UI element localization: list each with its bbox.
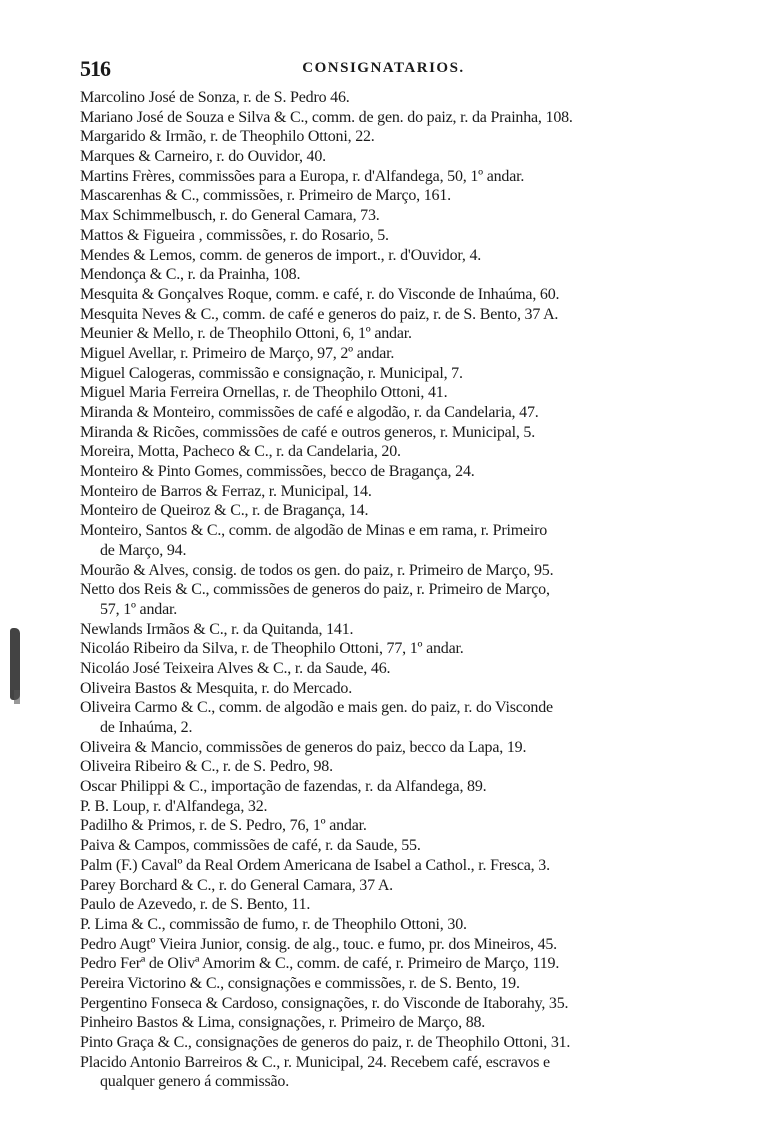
entry-line: Miranda & Monteiro, commissões de café e algodão, r. da Candelaria, 47. <box>80 404 539 421</box>
directory-entry <box>80 186 708 206</box>
directory-entry <box>80 383 708 403</box>
entry-line: Pedro Ferª de Olivª Amorim & C., comm. de café, r. Primeiro de Março, 119. <box>80 955 560 973</box>
directory-entry <box>80 836 708 856</box>
directory-entry <box>80 324 708 344</box>
entry-line: Max Schimmelbusch, r. do General Camara, 73. <box>80 207 380 225</box>
scan-artifact <box>14 690 20 704</box>
entry-line: Miranda & Ricões, commissões de café e outros generos, r. Municipal, 5. <box>80 423 536 441</box>
directory-entry <box>80 757 708 777</box>
entry-line: Martins Frères, commissões para a Europa, r. d'Alfandega, 50, 1º andar. <box>80 167 525 185</box>
directory-entry <box>80 856 708 876</box>
entry-line: Pereira Victorino & C., consignações e commissões, r. de S. Bento, 19. <box>80 974 520 992</box>
entry-continuation-line: qualquer genero á commissão. <box>100 1073 290 1091</box>
directory-entry <box>80 580 708 619</box>
entry-line: Monteiro, Santos & C., comm. de algodão de Minas e em rama, r. Primeiro <box>80 522 548 540</box>
directory-entry <box>80 895 708 915</box>
entry-line: Nicoláo Ribeiro da Silva, r. de Theophilo Ottoni, 77, 1º andar. <box>80 640 464 658</box>
entry-continuation-line: 57, 1º andar. <box>100 600 178 618</box>
directory-entry <box>80 797 708 817</box>
entry-line: Paiva & Campos, commissões de café, r. da Saude, 55. <box>80 837 421 855</box>
entry-line: Monteiro & Pinto Gomes, commissões, becco de Bragança, 24. <box>80 463 475 481</box>
directory-entry <box>80 403 708 423</box>
entry-line: Parey Borchard & C., r. do General Camara, 37 A. <box>80 876 393 894</box>
entry-line: Meunier & Mello, r. de Theophilo Ottoni, 6, 1º andar. <box>80 325 412 343</box>
directory-entry <box>80 738 708 758</box>
directory-entry <box>80 679 708 699</box>
directory-entry <box>80 561 708 581</box>
entry-line: Palm (F.) Cavalº da Real Ordem Americana de Isabel a Cathol., r. Fresca, 3. <box>80 856 550 874</box>
directory-entry <box>80 305 708 325</box>
entry-line: Oliveira & Mancio, commissões de generos do paiz, becco da Lapa, 19. <box>80 738 527 756</box>
entry-line: Pedro Augtº Vieira Junior, consig. de alg., touc. e fumo, pr. dos Mineiros, 45. <box>80 935 557 953</box>
entry-line: P. B. Loup, r. d'Alfandega, 32. <box>80 797 268 815</box>
directory-entry <box>80 639 708 659</box>
entry-line: Placido Antonio Barreiros & C., r. Municipal, 24. Recebem café, escravos e <box>80 1053 550 1071</box>
directory-entry <box>80 1053 708 1092</box>
entry-line: Miguel Calogeras, commissão e consignação, r. Municipal, 7. <box>80 364 463 382</box>
directory-entry <box>80 1033 708 1053</box>
entry-line: Mesquita Neves & C., comm. de café e generos do paiz, r. de S. Bento, 37 A. <box>80 305 559 323</box>
entry-line: Oliveira Carmo & C., comm. de algodão e mais gen. do paiz, r. do Visconde <box>80 699 553 717</box>
directory-entry <box>80 127 708 147</box>
directory-entry <box>80 974 708 994</box>
entry-line: Paulo de Azevedo, r. de S. Bento, 11. <box>80 896 311 914</box>
entry-line: Mariano José de Souza e Silva & C., comm. de gen. do paiz, r. da Prainha, 108. <box>80 108 573 126</box>
directory-entry <box>80 482 708 502</box>
directory-entry <box>80 88 708 108</box>
entry-line: P. Lima & C., commissão de fumo, r. de Theophilo Ottoni, 30. <box>80 915 467 933</box>
entry-line: Pergentino Fonseca & Cardoso, consignações, r. do Visconde de Itaborahy, 35. <box>80 994 569 1012</box>
entry-continuation-line: de Março, 94. <box>100 541 187 559</box>
entry-line: Padilho & Primos, r. de S. Pedro, 76, 1º andar. <box>80 817 367 835</box>
directory-entry <box>80 246 708 266</box>
directory-entry <box>80 206 708 226</box>
directory-entry <box>80 659 708 679</box>
page-number: 516 <box>80 56 110 81</box>
directory-entry <box>80 994 708 1014</box>
directory-entry <box>80 108 708 128</box>
directory-entry <box>80 364 708 384</box>
directory-entry <box>80 777 708 797</box>
directory-entry <box>80 226 708 246</box>
entry-line: Oscar Philippi & C., importação de fazendas, r. da Alfandega, 89. <box>80 778 487 796</box>
entry-line: Marques & Carneiro, r. do Ouvidor, 40. <box>80 148 326 166</box>
entry-line: Miguel Avellar, r. Primeiro de Março, 97, 2º andar. <box>80 344 395 362</box>
entry-line: Pinto Graça & C., consignações de generos do paiz, r. de Theophilo Ottoni, 31. <box>80 1034 571 1051</box>
entry-line: Nicoláo José Teixeira Alves & C., r. da Saude, 46. <box>80 659 391 677</box>
page-title: CONSIGNATARIOS. <box>302 60 465 76</box>
entry-line: Moreira, Motta, Pacheco & C., r. da Candelaria, 20. <box>80 443 401 461</box>
entry-line: Mendonça & C., r. da Prainha, 108. <box>80 266 301 284</box>
directory-entry <box>80 344 708 364</box>
directory-entry <box>80 442 708 462</box>
directory-entry <box>80 620 708 640</box>
entry-line: Mendes & Lemos, comm. de generos de import., r. d'Ouvidor, 4. <box>80 246 482 264</box>
directory-entry <box>80 265 708 285</box>
entry-line: Mesquita & Gonçalves Roque, comm. e café, r. do Visconde de Inhaúma, 60. <box>80 285 560 303</box>
entry-line: Mattos & Figueira , commissões, r. do Rosario, 5. <box>80 226 389 244</box>
directory-entry <box>80 935 708 955</box>
directory-entry <box>80 1013 708 1033</box>
entry-line: Mascarenhas & C., commissões, r. Primeiro de Março, 161. <box>80 187 451 205</box>
directory-entry <box>80 167 708 187</box>
entry-line: Netto dos Reis & C., commissões de generos do paiz, r. Primeiro de Março, <box>80 581 550 599</box>
directory-entry <box>80 876 708 896</box>
directory-entry <box>80 285 708 305</box>
entry-line: Monteiro de Barros & Ferraz, r. Municipal, 14. <box>80 482 372 500</box>
entry-line: Monteiro de Queiroz & C., r. de Bragança, 14. <box>80 502 369 520</box>
directory-entry <box>80 147 708 167</box>
entry-continuation-line: de Inhaúma, 2. <box>100 719 193 736</box>
entry-line: Pinheiro Bastos & Lima, consignações, r. Primeiro de Março, 88. <box>80 1014 486 1032</box>
entry-line: Mourão & Alves, consig. de todos os gen. do paiz, r. Primeiro de Março, 95. <box>80 561 554 579</box>
entry-line: Miguel Maria Ferreira Ornellas, r. de Theophilo Ottoni, 41. <box>80 384 448 402</box>
directory-entry <box>80 521 708 560</box>
entry-line: Oliveira Ribeiro & C., r. de S. Pedro, 98. <box>80 758 333 776</box>
directory-entry <box>80 501 708 521</box>
directory-entry <box>80 915 708 935</box>
directory-entry <box>80 954 708 974</box>
directory-entry <box>80 816 708 836</box>
entry-line: Oliveira Bastos & Mesquita, r. do Mercado. <box>80 679 352 697</box>
directory-entry <box>80 423 708 443</box>
directory-entry <box>80 462 708 482</box>
directory-entry <box>80 698 708 737</box>
entry-line: Margarido & Irmão, r. de Theophilo Ottoni, 22. <box>80 128 375 146</box>
entry-line: Newlands Irmãos & C., r. da Quitanda, 141. <box>80 620 354 638</box>
entry-line: Marcolino José de Sonza, r. de S. Pedro 46. <box>80 89 350 106</box>
directory-entries <box>80 88 708 1092</box>
